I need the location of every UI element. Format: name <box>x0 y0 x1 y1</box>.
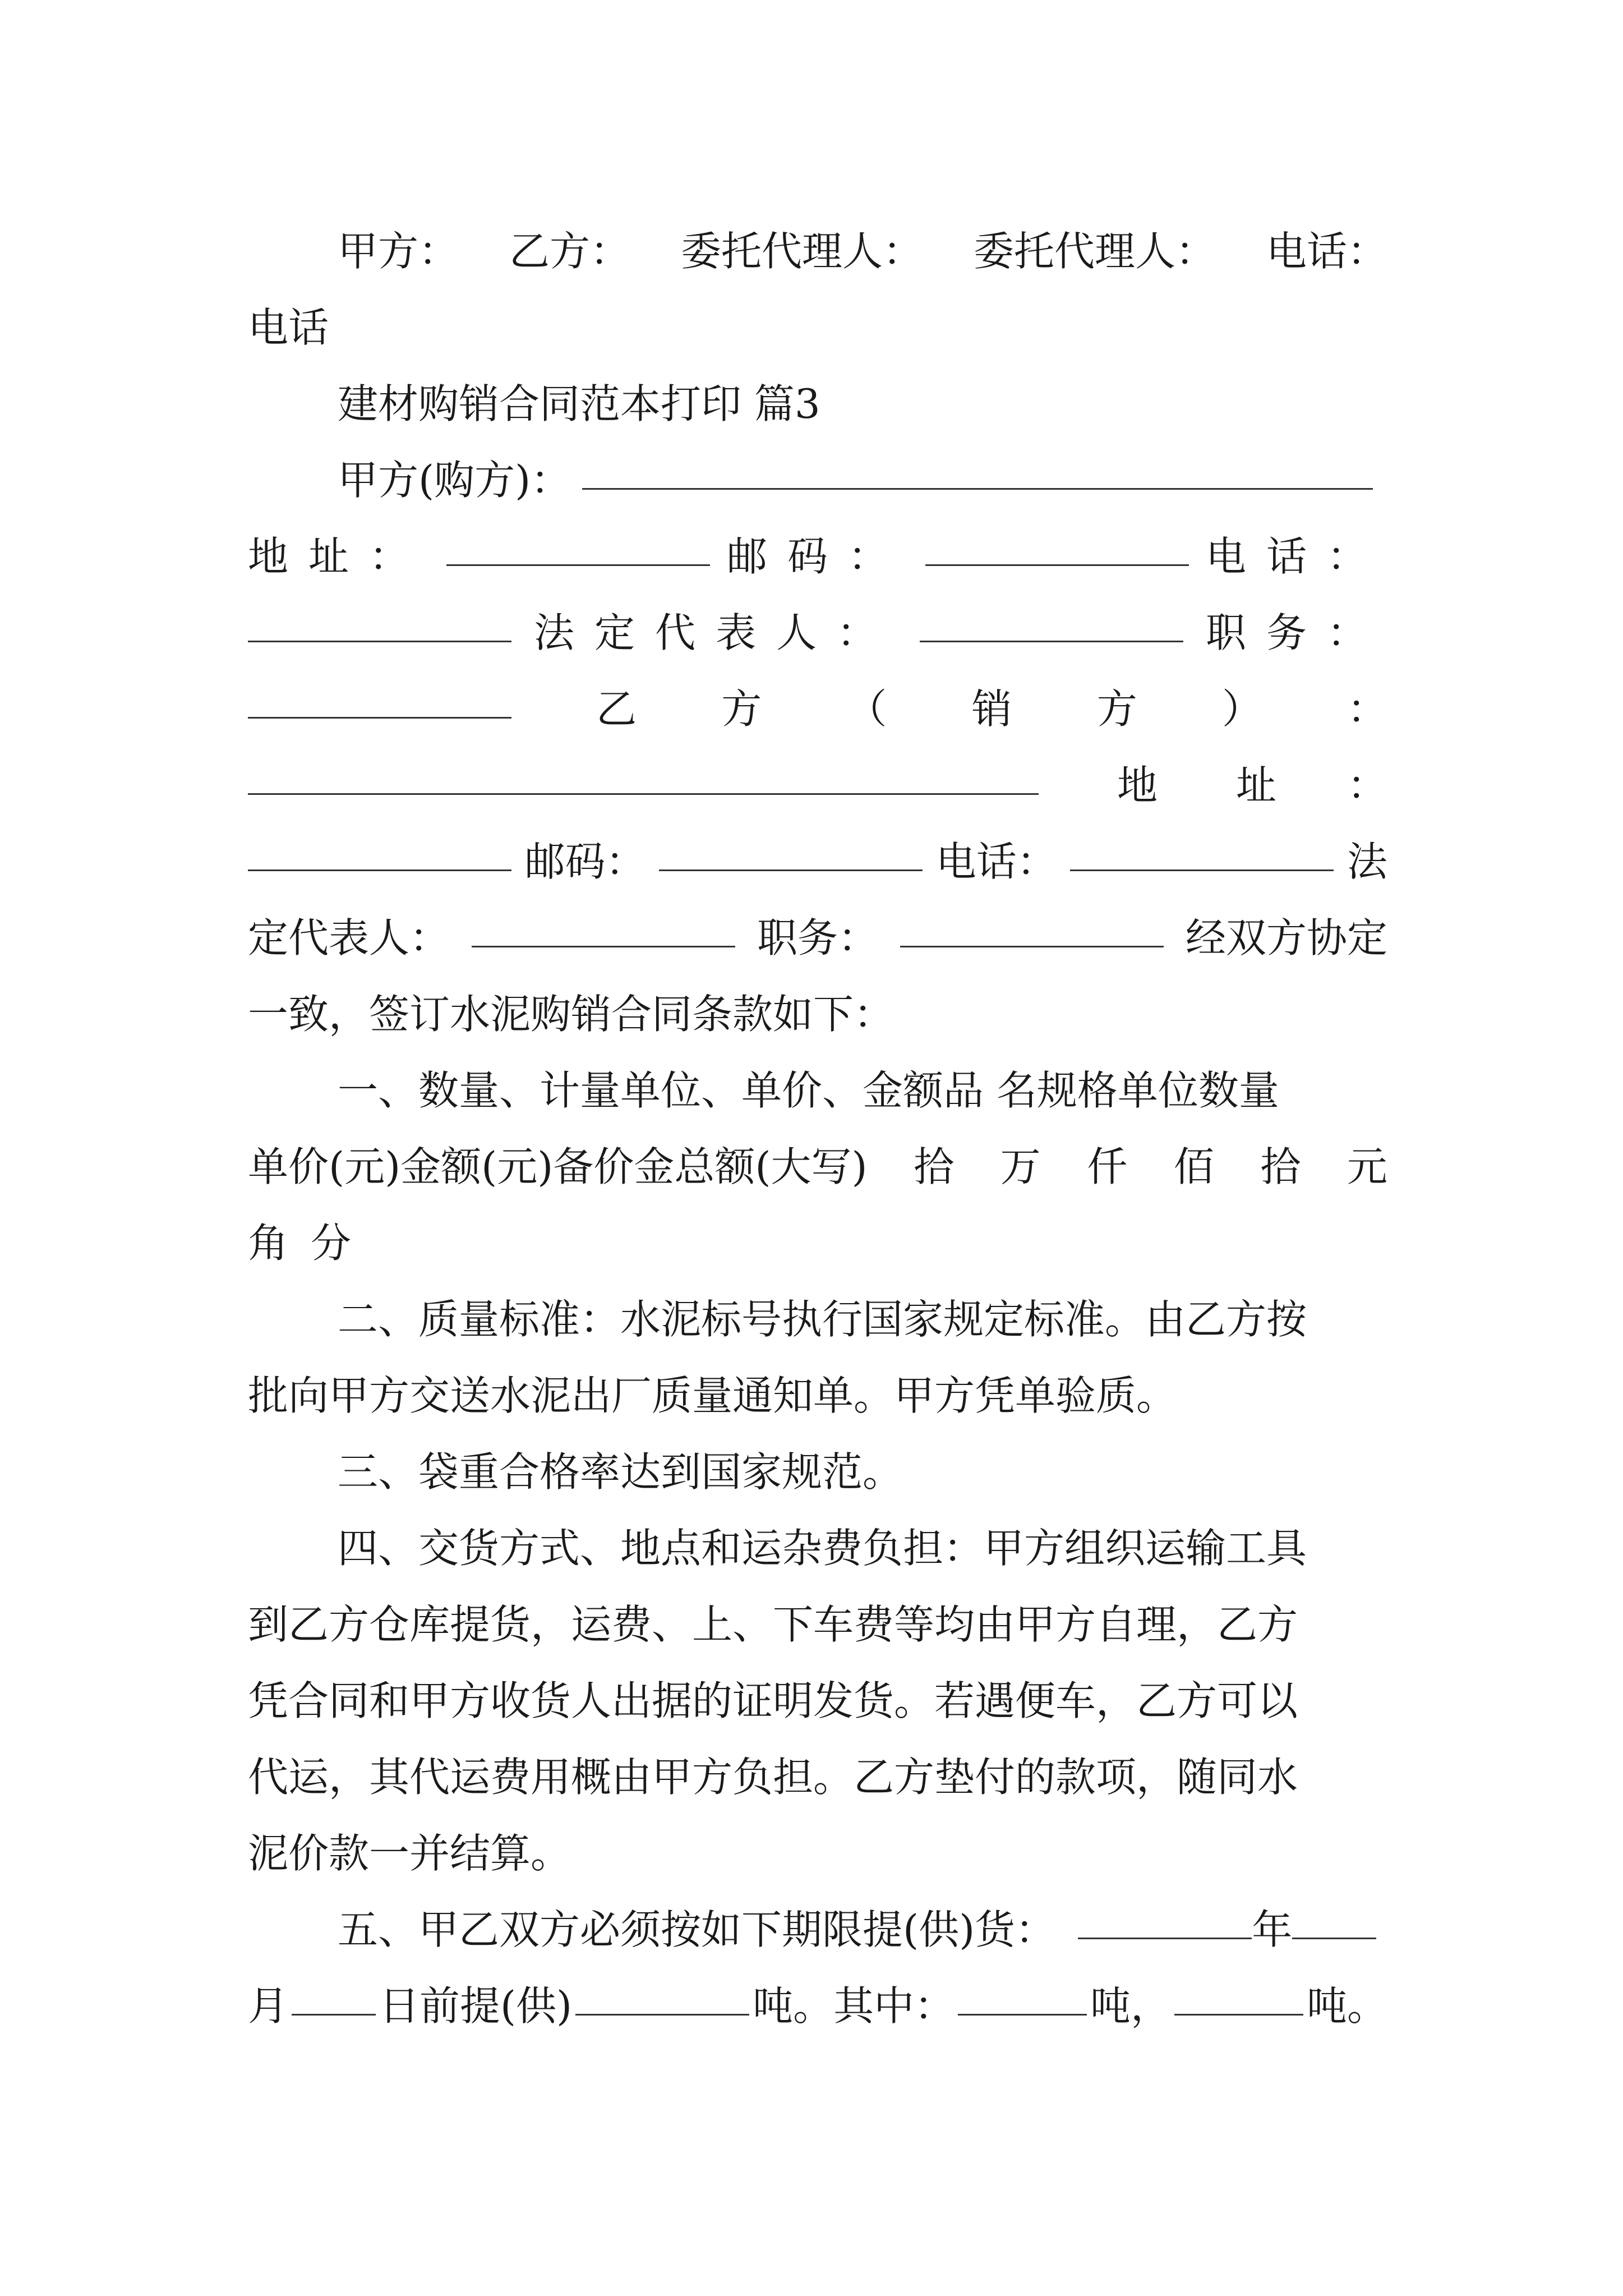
clause-3-text: 三、袋重合格率达到国家规范。 <box>338 1448 903 1496</box>
buyer-blank[interactable] <box>582 488 1373 490</box>
seller-address-char-1: 地 <box>1117 762 1158 809</box>
phone-line <box>248 289 1387 366</box>
seller-phone-blank[interactable] <box>1070 869 1334 871</box>
buyer-label: 甲方(购方)： <box>338 457 571 504</box>
section-title: 建材购销合同范本打印 篇3 <box>338 380 820 427</box>
phone-label-b: 电话 <box>248 304 329 351</box>
seller-char-6: ） <box>1221 685 1262 733</box>
clause-4-cont-3-text: 代运，其代运费用概由甲方负担。乙方垫付的款项，随同水 <box>248 1754 1298 1801</box>
clause-4-cont-1-text: 到乙方仓库提货，运费、上、下车费等均由甲方自理，乙方 <box>248 1601 1298 1648</box>
postcode-label: 邮码： <box>726 533 909 580</box>
clause-2-cont-text: 批向甲方交送水泥出厂质量通知单。甲方凭单验质。 <box>248 1372 1177 1419</box>
tons-b-blank[interactable] <box>1174 2014 1303 2016</box>
clause-1-text: 一、数量、计量单位、单价、金额品 名规格单位数量 <box>338 1067 1279 1114</box>
seller-position-blank[interactable] <box>900 946 1164 947</box>
seller-address-line <box>248 747 1387 823</box>
party-b-label: 乙方： <box>509 228 630 275</box>
tons-blank[interactable] <box>575 2014 749 2016</box>
buyer-address-line <box>248 518 1387 595</box>
postcode-blank[interactable] <box>925 564 1189 566</box>
position-label: 职务： <box>1205 609 1387 656</box>
clause-5-line <box>248 1892 1387 1968</box>
unit-shi-2: 拾 <box>1260 1143 1301 1190</box>
paragraph-text: 一致，签订水泥购销合同条款如下： <box>248 991 895 1038</box>
clause-4-text: 四、交货方式、地点和运杂费负担：甲方组织运输工具 <box>338 1525 1307 1572</box>
phone-label-a: 电话： <box>1266 228 1387 275</box>
seller-address-char-2: 址 <box>1236 762 1277 809</box>
unit-qian: 仟 <box>1087 1143 1128 1190</box>
unit-shi-1: 拾 <box>914 1143 955 1190</box>
seller-postcode-label: 邮码： <box>524 838 646 885</box>
paragraph-line <box>248 976 1387 1052</box>
clause-1-amount-text: 单价(元)金额(元)备价金总额(大写) <box>248 1143 868 1190</box>
clause-4-cont-3 <box>248 1739 1387 1815</box>
seller-address-blank[interactable] <box>248 869 511 871</box>
seller-position-label: 职务： <box>757 914 878 961</box>
day-blank[interactable] <box>292 2014 376 2016</box>
section-title-line <box>248 366 1387 442</box>
tons-b-label: 吨。 <box>1306 1982 1387 2030</box>
seller-line <box>248 671 1387 747</box>
legal-rep-label: 法定代表人： <box>533 609 897 656</box>
seller-char-3: （ <box>846 685 887 733</box>
phone-label: 电话： <box>1205 533 1387 580</box>
seller-legal-char: 法 <box>1347 838 1387 885</box>
phone-blank[interactable] <box>248 641 511 642</box>
position-blank[interactable] <box>248 717 511 719</box>
seller-rep-line <box>248 900 1387 976</box>
clause-2-text: 二、质量标准：水泥标号执行国家规定标准。由乙方按 <box>338 1296 1307 1343</box>
party-a-label: 甲方： <box>338 228 459 275</box>
agent-label-b: 委托代理人： <box>973 228 1216 275</box>
year-label: 年 <box>1252 1906 1293 1953</box>
tons-a-blank[interactable] <box>958 2014 1087 2016</box>
clause-5-cont-line <box>248 1968 1387 2044</box>
clause-4-line <box>248 1510 1387 1586</box>
clause-4-cont-2 <box>248 1663 1387 1739</box>
seller-char-4: 销 <box>971 685 1012 733</box>
clause-2-line <box>248 1281 1387 1358</box>
clause-3-line <box>248 1434 1387 1510</box>
seller-contact-line <box>248 823 1387 900</box>
seller-address-colon: ： <box>1347 762 1387 809</box>
clause-2-cont-line <box>248 1358 1387 1434</box>
clause-4-cont-4 <box>248 1815 1387 1892</box>
legal-rep-blank[interactable] <box>920 641 1183 642</box>
address-label: 地址： <box>248 533 430 580</box>
unit-bai: 佰 <box>1173 1143 1214 1190</box>
month-label: 月 <box>248 1982 289 2030</box>
unit-fen: 分 <box>311 1220 352 1267</box>
seller-char-2: 方 <box>721 685 762 733</box>
seller-phone-label: 电话： <box>935 838 1057 885</box>
clause-1-line <box>248 1052 1387 1129</box>
seller-char-7: ： <box>1347 685 1387 733</box>
tons-label: 吨。其中： <box>753 1982 955 2030</box>
seller-legal-rep-label: 定代表人： <box>248 914 450 961</box>
clause-5-text: 五、甲乙双方必须按如下期限提(供)货： <box>338 1906 1056 1953</box>
unit-yuan: 元 <box>1347 1143 1387 1190</box>
clause-4-cont-4-text: 泥价款一并结算。 <box>248 1830 571 1877</box>
clause-1-cents-line <box>248 1205 1387 1281</box>
seller-char-5: 方 <box>1096 685 1137 733</box>
agent-label-a: 委托代理人： <box>680 228 923 275</box>
tons-a-label: 吨， <box>1090 1982 1172 2030</box>
seller-char-1: 乙 <box>596 685 637 733</box>
agreement-text: 经双方协定 <box>1185 914 1387 961</box>
year-blank[interactable] <box>1078 1938 1252 1939</box>
unit-jiao: 角 <box>248 1220 289 1267</box>
month-blank[interactable] <box>1292 1938 1376 1939</box>
seller-legal-rep-blank[interactable] <box>472 946 735 947</box>
signature-line <box>248 213 1387 289</box>
seller-blank[interactable] <box>248 793 1039 795</box>
buyer-rep-line <box>248 595 1387 671</box>
day-label: 日前提(供) <box>379 1982 573 2030</box>
clause-1-amount-line <box>248 1129 1387 1205</box>
clause-4-cont-2-text: 凭合同和甲方收货人出据的证明发货。若遇便车，乙方可以 <box>248 1677 1298 1724</box>
clause-4-cont-1 <box>248 1586 1387 1663</box>
seller-postcode-blank[interactable] <box>659 869 923 871</box>
buyer-line <box>248 442 1387 518</box>
address-blank[interactable] <box>446 564 710 566</box>
contract-body <box>248 213 1387 2044</box>
unit-wan: 万 <box>1000 1143 1041 1190</box>
